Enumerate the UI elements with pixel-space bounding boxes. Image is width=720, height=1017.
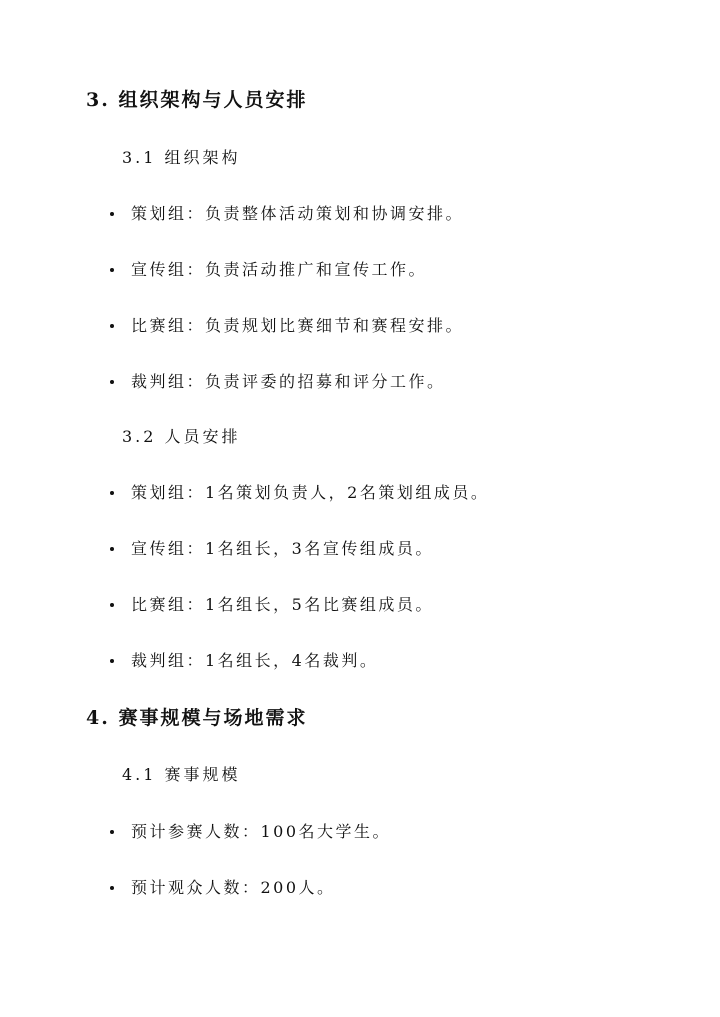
- bullet-icon: [110, 603, 114, 607]
- bullet-icon: [110, 830, 114, 834]
- bullet-icon: [110, 491, 114, 495]
- list-item-text: 裁判组：1名组长，4名裁判。: [131, 651, 379, 670]
- list-item-text: 比赛组：负责规划比赛细节和赛程安排。: [131, 316, 465, 335]
- list-item-text: 策划组：负责整体活动策划和协调安排。: [131, 204, 465, 223]
- subsection-heading: 4.1 赛事规模: [122, 765, 241, 784]
- section-heading: 3. 组织架构与人员安排: [86, 89, 308, 111]
- subsection-heading: 3.1 组织架构: [122, 148, 241, 167]
- list-item-text: 裁判组：负责评委的招募和评分工作。: [131, 372, 446, 391]
- list-item-text: 宣传组：负责活动推广和宣传工作。: [131, 260, 428, 279]
- bullet-icon: [110, 886, 114, 890]
- subsection-heading: 3.2 人员安排: [122, 427, 241, 446]
- list-item-text: 比赛组：1名组长，5名比赛组成员。: [131, 595, 434, 614]
- bullet-icon: [110, 324, 114, 328]
- bullet-icon: [110, 268, 114, 272]
- list-item-text: 策划组：1名策划负责人，2名策划组成员。: [131, 483, 490, 502]
- bullet-icon: [110, 212, 114, 216]
- list-item-text: 预计观众人数：200人。: [131, 878, 336, 897]
- list-item-text: 宣传组：1名组长，3名宣传组成员。: [131, 539, 434, 558]
- bullet-icon: [110, 380, 114, 384]
- section-heading: 4. 赛事规模与场地需求: [86, 707, 308, 729]
- bullet-icon: [110, 659, 114, 663]
- bullet-icon: [110, 547, 114, 551]
- list-item-text: 预计参赛人数：100名大学生。: [131, 822, 392, 841]
